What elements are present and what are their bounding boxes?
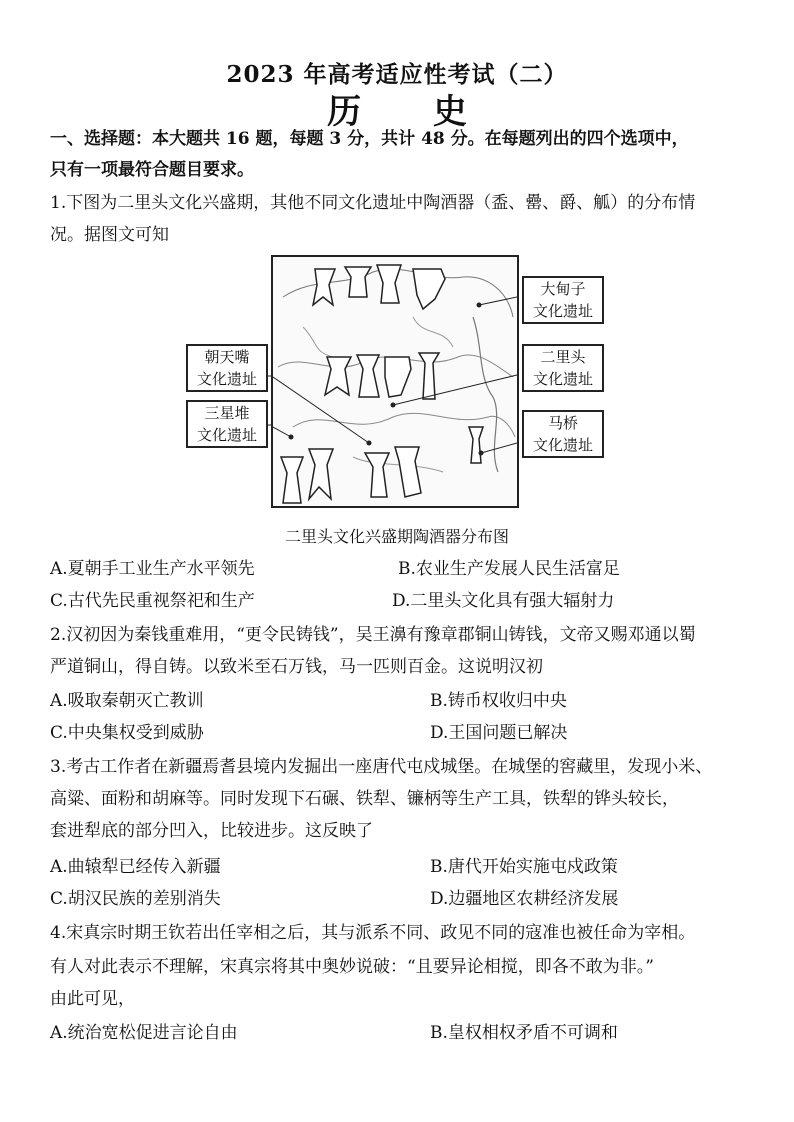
site-label-maqiao: 马桥 文化遗址	[522, 410, 604, 458]
q2-option-d[interactable]: D.王国问题已解决	[430, 723, 568, 743]
site-label-sanxingdui: 三星堆 文化遗址	[186, 400, 268, 448]
q2-stem-line1: 2.汉初因为秦钱重难用，“更令民铸钱”，吴王濞有豫章郡铜山铸钱，文帝又赐邓通以蜀	[50, 625, 696, 645]
q1-stem-line1: 1.下图为二里头文化兴盛期，其他不同文化遗址中陶酒器（盉、罍、爵、觚）的分布情	[50, 193, 696, 213]
q4-stem-line1: 4.宋真宗时期王钦若出任宰相之后，其与派系不同、政见不同的寇准也被任命为宰相。	[50, 923, 696, 943]
q1-option-c[interactable]: C.古代先民重视祭祀和生产	[50, 591, 255, 611]
q3-stem-line2: 高粱、面粉和胡麻等。同时发现下石碾、铁犁、镰柄等生产工具，铁犁的铧头较长，	[50, 789, 679, 809]
q2-stem-line2: 严道铜山，得自铸。以致米至石万钱，马一匹则百金。这说明汉初	[50, 657, 543, 677]
q3-option-b[interactable]: B.唐代开始实施屯戍政策	[430, 857, 618, 877]
q3-option-a[interactable]: A.曲辕犁已经传入新疆	[50, 857, 221, 877]
q1-option-b[interactable]: B.农业生产发展人民生活富足	[398, 559, 620, 579]
q4-stem-line2: 有人对此表示不理解，宋真宗将其中奥妙说破：“且要异论相搅，即各不敢为非。”	[50, 957, 654, 977]
q1-option-d[interactable]: D.二里头文化具有强大辐射力	[392, 591, 615, 611]
q4-option-b[interactable]: B.皇权相权矛盾不可调和	[430, 1023, 618, 1043]
q3-option-d[interactable]: D.边疆地区农耕经济发展	[430, 889, 619, 909]
map-leader-lines	[250, 270, 530, 470]
exam-title: 2023 年高考适应性考试（二）	[226, 61, 568, 88]
q2-option-a[interactable]: A.吸取秦朝灭亡教训	[50, 691, 204, 711]
site-label-erlitou: 二里头 文化遗址	[522, 344, 604, 392]
map-caption: 二里头文化兴盛期陶酒器分布图	[284, 527, 509, 546]
q3-stem-line1: 3.考古工作者在新疆焉耆县境内发掘出一座唐代屯戍城堡。在城堡的窖藏里，发现小米、	[50, 757, 713, 777]
section-instructions-line1: 一、选择题：本大题共 16 题，每题 3 分，共计 48 分。在每题列出的四个选项中，	[50, 129, 689, 149]
q2-option-c[interactable]: C.中央集权受到威胁	[50, 723, 204, 743]
q4-option-a[interactable]: A.统治宽松促进言论自由	[50, 1023, 238, 1043]
q3-option-c[interactable]: C.胡汉民族的差别消失	[50, 889, 221, 909]
subject-title: 历 史	[327, 92, 497, 132]
site-label-chaotianzui: 朝天嘴 文化遗址	[186, 344, 268, 392]
q3-stem-line3: 套进犁底的部分凹入，比较进步。这反映了	[50, 821, 373, 841]
site-label-dadianzi: 大甸子 文化遗址	[522, 276, 604, 324]
q4-stem-line3: 由此可见，	[50, 989, 135, 1009]
q1-stem-line2: 况。据图文可知	[50, 225, 169, 245]
q2-option-b[interactable]: B.铸币权收归中央	[430, 691, 567, 711]
q1-option-a[interactable]: A.夏朝手工业生产水平领先	[50, 559, 255, 579]
section-instructions-line2: 只有一项最符合题目要求。	[50, 160, 254, 180]
